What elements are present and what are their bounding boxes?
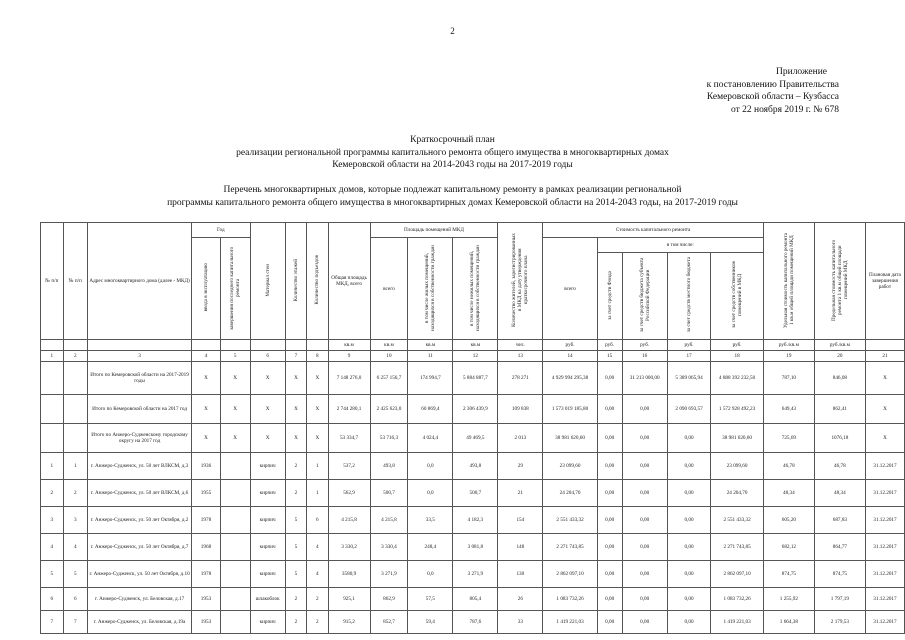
cell-unit: 649,43: [763, 395, 814, 424]
cell-local: 0,00: [667, 424, 710, 453]
cell-year-repair: [220, 453, 250, 480]
cell-owners: 2 862 097,10: [711, 561, 764, 588]
cell-cost-total: 1 083 732,26: [543, 588, 597, 611]
cell-year-built: 1955: [192, 480, 221, 507]
cell-npp: 6: [41, 588, 64, 611]
cell-premises-res: 0,0: [408, 453, 453, 480]
cell-fund: 0,00: [597, 453, 622, 480]
cell-local: 0,00: [667, 611, 710, 634]
column-number-cell: 13: [498, 351, 543, 362]
cell-address: Итого по Кемеровской области на 2017-2019 годы: [87, 362, 191, 395]
cell-year-built: 1953: [192, 611, 221, 634]
cell-npp: [41, 424, 64, 453]
column-number-cell: 20: [814, 351, 865, 362]
cell-deadline: 31.12.2017: [865, 453, 904, 480]
cell-premises-res: 174 994,7: [408, 362, 453, 395]
header-residents: Количество жителей, зарегистрированных в МКД на дату утверждения краткосрочного плана: [511, 233, 530, 327]
cell-unit: 605,20: [763, 507, 814, 534]
cell-local: 0,00: [667, 507, 710, 534]
cell-premises-total: 3 330,4: [370, 534, 408, 561]
table-row: [41, 588, 905, 611]
cell-cost-total: 1 573 019 185,80: [543, 395, 597, 424]
cell-deadline: X: [865, 424, 904, 453]
header-year-last-repair: завершения последнего капитального ремонта: [229, 245, 242, 330]
cell-premises-res: 4 024,4: [408, 424, 453, 453]
cell-residents: 2 013: [498, 424, 543, 453]
header-wall-material: Материал стен: [264, 263, 271, 297]
cell-owners: 1 419 221,03: [711, 611, 764, 634]
cell-floors: X: [285, 362, 306, 395]
header-total-area: Общая площадь МКД, всего: [328, 223, 370, 340]
cell-fund: 0,00: [597, 561, 622, 588]
table-body: [41, 362, 905, 634]
cell-year-built: X: [192, 395, 221, 424]
cell-premises-res: 33,5: [408, 507, 453, 534]
header-regional: за счет средств бюджета субъекта Российской Федерации: [638, 257, 651, 333]
cell-material: X: [250, 362, 285, 395]
header-cost-group: Стоимость капитального ремонта: [543, 223, 764, 238]
cell-local: 0,00: [667, 534, 710, 561]
header-premises-total: всего: [370, 238, 408, 340]
cell-fund: 0,00: [597, 362, 622, 395]
cell-npp: 5: [41, 561, 64, 588]
cell-floors: 5: [285, 561, 306, 588]
cell-cost-total: 23 099,60: [543, 453, 597, 480]
cell-cost-total: 24 204,70: [543, 480, 597, 507]
table-row: [41, 480, 905, 507]
cell-year-built: 1936: [192, 453, 221, 480]
column-number-cell: 4: [192, 351, 221, 362]
cell-unit: 725,69: [763, 424, 814, 453]
cell-premises-nonres: 3 081,8: [453, 534, 498, 561]
header-premises-nonres: в том числе нежилых помещений, находящихся в собственности граждан: [469, 244, 482, 331]
cell-regional: 0,00: [622, 507, 667, 534]
unit-cell: кв.м: [453, 340, 498, 351]
cell-local: 0,00: [667, 561, 710, 588]
cell-npp: [41, 395, 64, 424]
cell-max: 1076,18: [814, 424, 865, 453]
table-row: [41, 561, 905, 588]
cell-year-repair: [220, 507, 250, 534]
column-number-cell: 18: [711, 351, 764, 362]
cell-year-built: 1978: [192, 507, 221, 534]
cell-regional: 0,00: [622, 588, 667, 611]
subtitle-line: программы капитального ремонта общего имущества в многоквартирных домах Кемеровской области на 2014-2043 годы, на 2017-2019 годы: [167, 197, 738, 208]
cell-nmo: [63, 424, 87, 453]
cell-nmo: 5: [63, 561, 87, 588]
cell-max: 1 797,19: [814, 588, 865, 611]
column-number-cell: 15: [597, 351, 622, 362]
cell-premises-total: 3 271,9: [370, 561, 408, 588]
column-number-cell: 7: [285, 351, 306, 362]
cell-max: 48,34: [814, 480, 865, 507]
cell-deadline: 31.12.2017: [865, 561, 904, 588]
cell-max: 874,75: [814, 561, 865, 588]
cell-address: Итого по Кемеровской области на 2017 год: [87, 395, 191, 424]
unit-cell: кв.м: [370, 340, 408, 351]
cell-deadline: X: [865, 362, 904, 395]
column-number-cell: 14: [543, 351, 597, 362]
column-number-cell: 1: [41, 351, 64, 362]
header-max-cost: Предельная стоимость капитального ремонта 1 кв.м общей площади помещений МКД: [830, 239, 849, 321]
title-line: Кемеровской области на 2014-2043 годы на 2017-2019 годы: [332, 160, 573, 170]
cell-address: г. Анжеро-Судженск, ул. Беловская, д.19а: [87, 611, 191, 634]
cell-owners: 24 204,70: [711, 480, 764, 507]
column-number-cell: 8: [307, 351, 328, 362]
cell-local: 0,00: [667, 588, 710, 611]
cell-unit: 787,10: [763, 362, 814, 395]
header-deadline: Плановая дата завершения работ: [865, 223, 904, 340]
cell-local: 0,00: [667, 480, 710, 507]
cell-fund: 0,00: [597, 507, 622, 534]
header-owners: за счет средств собственников помещений в МКД: [731, 261, 744, 329]
document-subtitle: [0, 184, 905, 209]
cell-entrances: 4: [307, 534, 328, 561]
cell-regional: 0,00: [622, 395, 667, 424]
cell-cost-total: 2 551 433,32: [543, 507, 597, 534]
cell-year-built: X: [192, 424, 221, 453]
cell-total-area: 4 215,8: [328, 507, 370, 534]
cell-floors: 5: [285, 534, 306, 561]
appendix-line: к постановлению Правительства: [706, 79, 839, 90]
cell-total-area: 925,1: [328, 588, 370, 611]
cell-premises-total: 500,7: [370, 480, 408, 507]
cell-material: X: [250, 424, 285, 453]
cell-year-built: 1953: [192, 588, 221, 611]
cell-residents: 109 838: [498, 395, 543, 424]
cell-regional: 0,00: [622, 611, 667, 634]
cell-local: 5 389 065,94: [667, 362, 710, 395]
cell-entrances: 1: [307, 453, 328, 480]
cell-max: 46,78: [814, 453, 865, 480]
cell-floors: X: [285, 424, 306, 453]
cell-max: 846,08: [814, 362, 865, 395]
column-number-cell: 16: [622, 351, 667, 362]
unit-cell: чел.: [498, 340, 543, 351]
cell-premises-nonres: 787,6: [453, 611, 498, 634]
cell-fund: 0,00: [597, 534, 622, 561]
unit-cell: руб.: [667, 340, 710, 351]
cell-premises-nonres: 4 182,3: [453, 507, 498, 534]
cell-premises-nonres: 493,8: [453, 453, 498, 480]
cell-cost-total: 1 419 221,03: [543, 611, 597, 634]
cell-cost-total: 2 271 743,85: [543, 534, 597, 561]
cell-premises-res: 57,5: [408, 588, 453, 611]
table-row: [41, 507, 905, 534]
header-fund: за счет средств Фонда: [606, 270, 613, 320]
cell-cost-total: 2 862 097,10: [543, 561, 597, 588]
cell-premises-total: 53 716,3: [370, 424, 408, 453]
header-npp: № п/п: [41, 223, 64, 340]
cell-local: 0,00: [667, 453, 710, 480]
cell-premises-res: 60 869,4: [408, 395, 453, 424]
cell-floors: X: [285, 395, 306, 424]
cell-regional: 0,00: [622, 534, 667, 561]
cell-floors: 2: [285, 453, 306, 480]
cell-residents: 26: [498, 588, 543, 611]
table-row: [41, 362, 905, 395]
cell-year-repair: [220, 534, 250, 561]
cell-regional: 0,00: [622, 424, 667, 453]
cell-total-area: 53 334,7: [328, 424, 370, 453]
cell-year-built: 1968: [192, 534, 221, 561]
unit-cell: кв.м: [408, 340, 453, 351]
cell-regional: 0,00: [622, 453, 667, 480]
column-number-cell: 17: [667, 351, 710, 362]
cell-nmo: 6: [63, 588, 87, 611]
cell-address: г. Анжеро-Судженск, ул. Беловская, д.17: [87, 588, 191, 611]
cell-unit: 1 664,38: [763, 611, 814, 634]
cell-residents: 33: [498, 611, 543, 634]
cell-regional: 31 213 000,00: [622, 362, 667, 395]
column-number-cell: 2: [63, 351, 87, 362]
table-header: [41, 223, 905, 362]
cell-material: шлакоблок: [250, 588, 285, 611]
cell-residents: 278 271: [498, 362, 543, 395]
cell-premises-total: 2 425 623,0: [370, 395, 408, 424]
subtitle-line: Перечень многоквартирных домов, которые подлежат капитальному ремонту в рамках реализации региональной: [223, 185, 682, 195]
cell-year-repair: [220, 480, 250, 507]
unit-cell: кв.м: [328, 340, 370, 351]
cell-premises-nonres: 49 469,5: [453, 424, 498, 453]
cell-total-area: 3580,9: [328, 561, 370, 588]
column-number-cell: 9: [328, 351, 370, 362]
cell-owners: 23 099,60: [711, 453, 764, 480]
cell-entrances: 4: [307, 561, 328, 588]
cell-material: кирпич: [250, 611, 285, 634]
cell-owners: 2 271 743,85: [711, 534, 764, 561]
cell-residents: 29: [498, 453, 543, 480]
cell-owners: 2 551 433,32: [711, 507, 764, 534]
cell-residents: 21: [498, 480, 543, 507]
cell-address: Итого по Анжеро-Судженскому городскому округу на 2017 год: [87, 424, 191, 453]
cell-premises-res: 59,4: [408, 611, 453, 634]
cell-entrances: 6: [307, 507, 328, 534]
cell-total-area: 7 148 276,0: [328, 362, 370, 395]
unit-cell: руб.: [543, 340, 597, 351]
cell-entrances: 2: [307, 611, 328, 634]
cell-premises-total: 852,7: [370, 611, 408, 634]
cell-nmo: 4: [63, 534, 87, 561]
unit-cell: руб.: [622, 340, 667, 351]
cell-cost-total: 38 981 620,60: [543, 424, 597, 453]
column-numbers-row: [41, 351, 905, 362]
header-premises-group: Площадь помещений МКД: [370, 223, 498, 238]
table-row: [41, 453, 905, 480]
table-row: [41, 534, 905, 561]
unit-cell: руб./кв.м: [814, 340, 865, 351]
cell-unit: 48,34: [763, 480, 814, 507]
header-local: за счет средств местного бюджета: [686, 257, 693, 333]
unit-cell: руб.: [597, 340, 622, 351]
cell-total-area: 2 744 280,1: [328, 395, 370, 424]
header-incl: в том числе:: [597, 238, 763, 253]
cell-premises-res: 0,0: [408, 480, 453, 507]
column-number-cell: 5: [220, 351, 250, 362]
cell-floors: 5: [285, 507, 306, 534]
cell-premises-nonres: 3 271,9: [453, 561, 498, 588]
units-row: [41, 340, 905, 351]
cell-fund: 0,00: [597, 395, 622, 424]
cell-deadline: 31.12.2017: [865, 588, 904, 611]
title-line: реализации региональной программы капитального ремонта общего имущества в многоквартирных домах: [236, 147, 669, 158]
cell-max: 2 179,53: [814, 611, 865, 634]
houses-table: [40, 222, 905, 634]
cell-residents: 130: [498, 561, 543, 588]
cell-unit: 1 255,92: [763, 588, 814, 611]
cell-material: кирпич: [250, 534, 285, 561]
cell-max: 864,77: [814, 534, 865, 561]
cell-material: X: [250, 395, 285, 424]
appendix-line: Кемеровской области – Кузбасса: [706, 92, 839, 102]
cell-year-repair: X: [220, 395, 250, 424]
header-floors: Количество этажей: [292, 258, 299, 302]
cell-entrances: 1: [307, 480, 328, 507]
cell-floors: 2: [285, 611, 306, 634]
cell-year-built: 1978: [192, 561, 221, 588]
cell-premises-total: 493,8: [370, 453, 408, 480]
cell-floors: 2: [285, 588, 306, 611]
cell-entrances: X: [307, 362, 328, 395]
cell-premises-nonres: 805,4: [453, 588, 498, 611]
cell-regional: 0,00: [622, 480, 667, 507]
unit-cell: руб./кв.м: [763, 340, 814, 351]
cell-unit: 46,78: [763, 453, 814, 480]
header-year-built: ввода в эксплуатацию: [202, 263, 209, 312]
cell-year-repair: X: [220, 424, 250, 453]
cell-address: г. Анжеро-Судженск, ул. 50 лет ВЛКСМ, д.6: [87, 480, 191, 507]
cell-regional: 0,00: [622, 561, 667, 588]
cell-nmo: 7: [63, 611, 87, 634]
cell-deadline: X: [865, 395, 904, 424]
document-title: [0, 134, 905, 172]
header-entrances: Количество подъездов: [314, 255, 321, 305]
cell-address: г. Анжеро-Судженск, ул. 50 лет Октября, д.2: [87, 507, 191, 534]
cell-total-area: 537,2: [328, 453, 370, 480]
cell-npp: 2: [41, 480, 64, 507]
cell-total-area: 3 330,2: [328, 534, 370, 561]
table-row: [41, 424, 905, 453]
column-number-cell: 12: [453, 351, 498, 362]
cell-fund: 0,00: [597, 424, 622, 453]
cell-nmo: [63, 395, 87, 424]
cell-npp: 3: [41, 507, 64, 534]
column-number-cell: 6: [250, 351, 285, 362]
cell-npp: 7: [41, 611, 64, 634]
cell-address: г. Анжеро-Судженск, ул. 50 лет ВЛКСМ, д.3: [87, 453, 191, 480]
header-year-group: Год: [192, 223, 250, 238]
cell-year-repair: [220, 561, 250, 588]
page-number: 2: [450, 26, 455, 36]
cell-unit: 682,12: [763, 534, 814, 561]
cell-premises-nonres: 5 884 887,7: [453, 362, 498, 395]
header-unit-cost: Удельная стоимость капитального ремонта 1 кв.м общей площади помещений МКД: [782, 232, 795, 328]
cell-premises-nonres: 2 306 439,9: [453, 395, 498, 424]
title-line: Краткосрочный план: [410, 135, 495, 145]
cell-material: кирпич: [250, 480, 285, 507]
column-number-cell: 3: [87, 351, 191, 362]
cell-cost-total: 4 929 994 295,38: [543, 362, 597, 395]
cell-npp: 1: [41, 453, 64, 480]
cell-premises-total: 6 257 156,7: [370, 362, 408, 395]
cell-premises-nonres: 500,7: [453, 480, 498, 507]
cell-fund: 0,00: [597, 588, 622, 611]
cell-owners: 38 981 620,60: [711, 424, 764, 453]
cell-premises-res: 248,4: [408, 534, 453, 561]
cell-fund: 0,00: [597, 611, 622, 634]
cell-nmo: 1: [63, 453, 87, 480]
cell-deadline: 31.12.2017: [865, 611, 904, 634]
cell-deadline: 31.12.2017: [865, 534, 904, 561]
cell-nmo: [63, 362, 87, 395]
unit-cell: руб.: [711, 340, 764, 351]
cell-residents: 148: [498, 534, 543, 561]
cell-address: г. Анжеро-Судженск, ул. 50 лет Октября, д.10: [87, 561, 191, 588]
cell-owners: 1 572 928 492,23: [711, 395, 764, 424]
cell-nmo: 2: [63, 480, 87, 507]
cell-npp: 4: [41, 534, 64, 561]
cell-premises-total: 862,9: [370, 588, 408, 611]
cell-local: 2 090 693,57: [667, 395, 710, 424]
cell-year-repair: [220, 611, 250, 634]
cell-material: кирпич: [250, 453, 285, 480]
header-nmo: № п/п: [63, 223, 87, 340]
cell-owners: 4 888 392 232,50: [711, 362, 764, 395]
cell-premises-res: 0,0: [408, 561, 453, 588]
cell-residents: 154: [498, 507, 543, 534]
cell-year-built: X: [192, 362, 221, 395]
appendix-line: от 22 ноября 2019 г. № 678: [730, 104, 839, 115]
cell-max: 687,83: [814, 507, 865, 534]
column-number-cell: 21: [865, 351, 904, 362]
appendix-block: [579, 66, 839, 116]
cell-entrances: X: [307, 424, 328, 453]
cell-year-repair: X: [220, 362, 250, 395]
cell-material: кирпич: [250, 507, 285, 534]
cell-total-area: 915,2: [328, 611, 370, 634]
cell-deadline: 31.12.2017: [865, 480, 904, 507]
cell-entrances: X: [307, 395, 328, 424]
cell-owners: 1 083 732,26: [711, 588, 764, 611]
appendix-line: Приложение: [776, 67, 827, 77]
table-row: [41, 611, 905, 634]
cell-fund: 0,00: [597, 480, 622, 507]
cell-nmo: 3: [63, 507, 87, 534]
column-number-cell: 10: [370, 351, 408, 362]
cell-max: 862,41: [814, 395, 865, 424]
cell-entrances: 2: [307, 588, 328, 611]
header-address: Адрес многоквартирного дома (далее - МКД): [87, 223, 191, 340]
cell-address: г. Анжеро-Судженск, ул. 50 лет Октября, д.7: [87, 534, 191, 561]
header-cost-total: всего: [543, 238, 597, 340]
column-number-cell: 11: [408, 351, 453, 362]
cell-npp: [41, 362, 64, 395]
table-row: [41, 395, 905, 424]
cell-premises-total: 4 215,8: [370, 507, 408, 534]
cell-deadline: 31.12.2017: [865, 507, 904, 534]
cell-year-repair: [220, 588, 250, 611]
header-premises-residential: в том числе жилых помещений, находящихся в собственности граждан: [424, 244, 437, 331]
column-number-cell: 19: [763, 351, 814, 362]
cell-floors: 2: [285, 480, 306, 507]
cell-total-area: 562,9: [328, 480, 370, 507]
cell-material: кирпич: [250, 561, 285, 588]
cell-unit: 874,75: [763, 561, 814, 588]
